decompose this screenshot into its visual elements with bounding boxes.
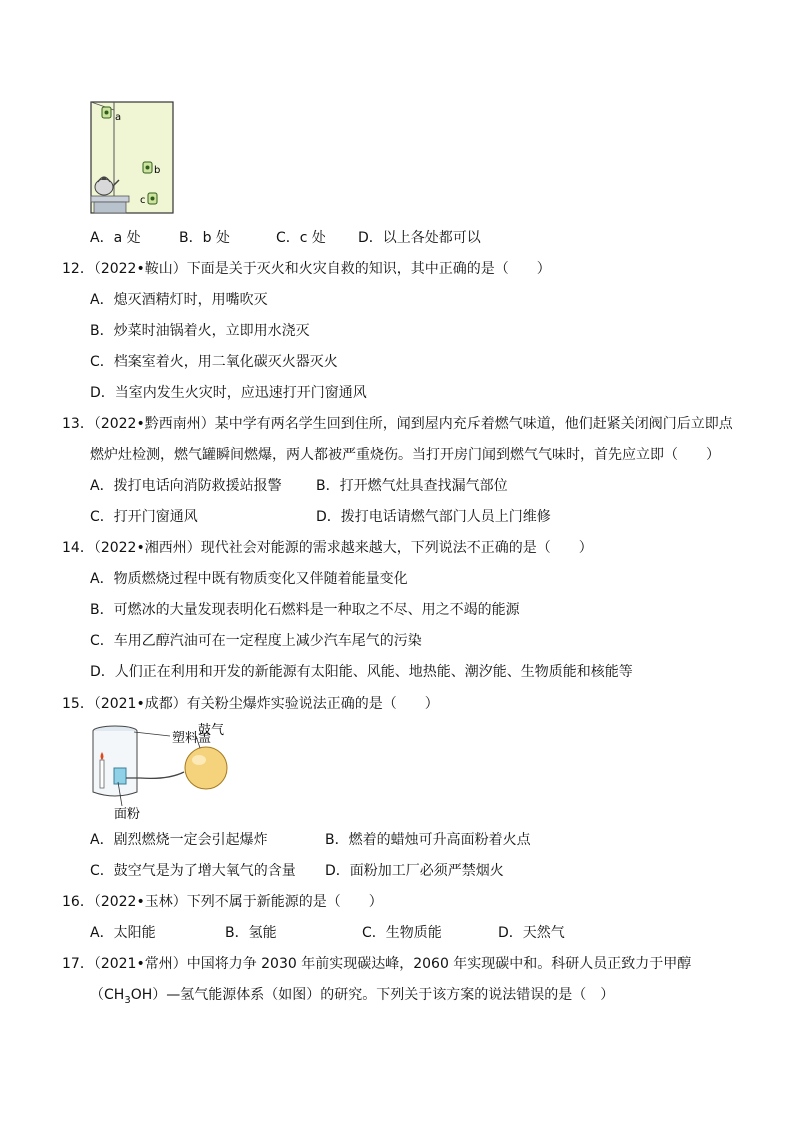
q14-option-c: C．车用乙醇汽油可在一定程度上减少汽车尾气的污染 [90, 633, 422, 649]
q13-stem-line2: 燃炉灶检测，燃气罐瞬间燃爆，两人都被严重烧伤。当打开房门闻到燃气气味时，首先应立即（ ） [90, 447, 720, 463]
candle-icon [100, 752, 104, 788]
blow-label: 鼓气 [198, 723, 225, 738]
plastic-container [93, 726, 137, 796]
q17-stem-line2 [90, 985, 614, 1011]
dust-explosion-apparatus-figure [88, 722, 238, 822]
q17-formula-sub: 3 [124, 994, 131, 1006]
outlet-c-icon [148, 193, 157, 204]
outlet-a-icon [102, 107, 111, 118]
q11-option-c: C．c 处 [276, 230, 326, 246]
countertop [91, 196, 129, 213]
q15-option-d: D．面粉加工厂必须严禁烟火 [325, 863, 504, 879]
q12-option-d: D．当室内发生火灾时，应迅速打开门窗通风 [90, 385, 367, 401]
q11-option-b: B．b 处 [179, 230, 230, 246]
q13-stem-line1: 13．（2022•黔西南州）某中学有两名学生回到住所，闻到屋内充斥着燃气味道，他们赶紧关闭阀门后立即点 [62, 416, 733, 432]
q15-option-a: A．剧烈燃烧一定会引起爆炸 [90, 832, 268, 848]
q12-option-c: C．档案室着火，用二氧化碳灭火器灭火 [90, 354, 338, 370]
q15-stem: 15．（2021•成都）有关粉尘爆炸实验说法正确的是（ ） [62, 696, 439, 712]
q13-option-d: D．拨打电话请燃气部门人员上门维修 [316, 509, 551, 525]
q12-stem: 12．（2022•鞍山）下面是关于灭火和火灾自救的知识，其中正确的是（ ） [62, 261, 551, 277]
q15-option-c: C．鼓空气是为了增大氧气的含量 [90, 863, 296, 879]
q14-option-b: B．可燃冰的大量发现表明化石燃料是一种取之不尽、用之不竭的能源 [90, 602, 520, 618]
q16-option-b: B．氢能 [225, 925, 277, 941]
q11-option-d: D．以上各处都可以 [358, 230, 481, 246]
q14-option-d: D．人们正在利用和开发的新能源有太阳能、风能、地热能、潮汐能、生物质能和核能等 [90, 664, 633, 680]
q17-stem-line1: 17．（2021•常州）中国将力争 2030 年前实现碳达峰，2060 年实现碳中和。科研人员正致力于甲醇 [62, 956, 692, 972]
q13-option-b: B．打开燃气灶具查找漏气部位 [316, 478, 508, 494]
outlet-c-label: c [140, 195, 146, 206]
q16-option-c: C．生物质能 [362, 925, 442, 941]
q14-option-a: A．物质燃烧过程中既有物质变化又伴随着能量变化 [90, 571, 408, 587]
q13-option-a: A．拨打电话向消防救援站报警 [90, 478, 282, 494]
q15-option-b: B．燃着的蜡烛可升高面粉着火点 [325, 832, 531, 848]
flour-label: 面粉 [114, 807, 141, 822]
lid-label: 塑料盖 [172, 731, 212, 746]
q12-option-a: A．熄灭酒精灯时，用嘴吹灭 [90, 292, 268, 308]
q16-option-d: D．天然气 [498, 925, 565, 941]
q16-stem: 16．（2022•玉林）下列不属于新能源的是（ ） [62, 894, 383, 910]
air-bulb-icon [185, 747, 227, 789]
outlet-b-icon [143, 162, 152, 173]
q12-option-b: B．炒菜时油锅着火，立即用水浇灭 [90, 323, 310, 339]
q14-stem: 14．（2022•湘西州）现代社会对能源的需求越来越大，下列说法不正确的是（ ） [62, 540, 593, 556]
outlet-position-figure [90, 100, 176, 216]
outlet-b-label: b [154, 165, 161, 176]
outlet-a-label: a [115, 112, 122, 123]
q13-option-c: C．打开门窗通风 [90, 509, 198, 525]
q11-option-a: A．a 处 [90, 230, 141, 246]
flour-cup [114, 768, 126, 784]
q17-formula-pre: （CH [90, 987, 125, 1003]
q17-formula-post: OH）—氢气能源体系（如图）的研究。下列关于该方案的说法错误的是（ ） [130, 987, 615, 1003]
q16-option-a: A．太阳能 [90, 925, 156, 941]
